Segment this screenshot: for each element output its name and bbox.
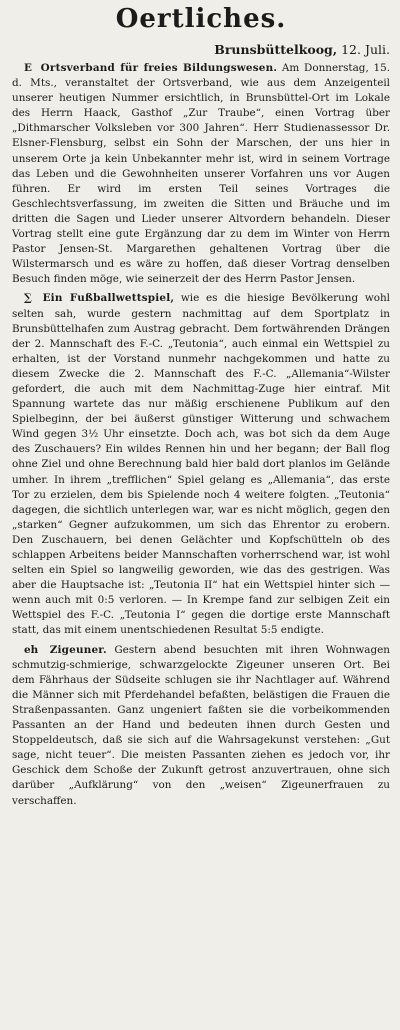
dateline-date: 12. Juli. xyxy=(341,42,390,57)
article-marker: eh xyxy=(24,643,39,656)
article-zigeuner xyxy=(12,643,390,809)
dateline-place: Brunsbüttelkoog, xyxy=(214,42,338,57)
section-title: Oertliches. xyxy=(115,4,287,34)
article-headline: Ein Fußballwettspiel, xyxy=(42,292,175,305)
article-body: Gestern abend besuchten mit ihren Wohnwagen schmutzig-schmierige, schwarzgelockte Zigeuner unseren Ort. Bei dem Fährhaus der Südseite schlugen sie ihr Nachtlager auf. Während die Männer sich mit Pferdehandel befaßten, belästigen die Frauen die Straßenpassanten. Ganz ungeniert faßten sie die vorbeikommenden Passanten an der Hand und bedeuten ihnen durch Gesten und Stoppeldeutsch, daß sie sich auf die Wahrsagekunst verstehen: „Gut sage, nicht teuer“. Die meisten Passanten ziehen es jedoch vor, ihr Geschick dem Schoße der Zukunft getrost anzuvertrauen, ohne sich darüber „Aufklärung“ von den „weisen“ Zigeunerfrauen zu verschaffen. xyxy=(12,643,390,807)
article-marker: ∑ xyxy=(24,292,32,305)
article-marker: E xyxy=(24,62,32,74)
article-body: Am Donnerstag, 15. d. Mts., veranstaltet der Ortsverband, wie aus dem Anzeigenteil unserer heutigen Nummer ersichtlich, in Brunsbüttel-Ort im Lokale des Herrn Haack, Gasthof „Zur Traube“, einen Vortrag über „Dithmarscher Volksleben vor 300 Jahren“. Herr Studienassessor Dr. Elsner-Flensburg, selbst ein Sohn der Marschen, der uns hier in unserem Orte ja kein Unbekannter mehr ist, wird in seinem Vortrage das Leben und die Gewohnheiten unserer Vorfahren uns vor Augen führen. Er wird im ersten Teil seines Vortrages die Geschlechtsverfassung, im zweiten die Sitten und Bräuche und im dritten die Sagen und Lieder unserer Altvordern behandeln. Dieser Vortrag stellt eine gute Ergänzung dar zu dem im Winter von Herrn Pastor Jensen-St. Margarethen gehaltenen Vortrag über die Wilstermarsch und es wäre zu hoffen, daß dieser Vortrag denselben Besuch finden möge, wie seinerzeit der des Herrn Pastor Jensen. xyxy=(12,62,391,286)
article-headline: Ortsverband für freies Bildungswesen. xyxy=(40,62,278,74)
article-bildungswesen xyxy=(12,61,390,287)
article-fussballwettspiel xyxy=(12,291,390,638)
dateline xyxy=(12,42,390,57)
article-body: wie es die hiesige Bevölkerung wohl selten sah, wurde gestern nachmittag auf dem Sportplatz in Brunsbüttelhafen zum Austrag gebracht. Dem fortwährenden Drängen der 2. Mannschaft des F.-C. „Teutonia“, auch einmal ein Wettspiel zu erhalten, ist der Vorstand nunmehr nachgekommen und hatte zu diesem Zwecke die 2. Mannschaft des F.-C. „Allemania“-Wilster gefordert, die auch mit dem Nachmittag-Zuge hier eintraf. Mit Spannung wartete das nur mäßig erschienene Publikum auf den Spielbeginn, der bei äußerst günstiger Witterung und schwachem Wind gegen 3½ Uhr einsetzte. Doch ach, was bot sich da dem Auge des Zuschauers? Ein wildes Rennen hin und her begann; der Ball flog ohne Ziel und ohne Berechnung bald hier bald dort planlos im Gelände umher. In ihrem „trefflichen“ Spiel gelang es „Allemania“, das erste Tor zu erzielen, dem bis Spielende noch 4 weitere folgten. „Teutonia“ dagegen, die sichtlich unterlegen war, war es nicht möglich, gegen den „starken“ Gegner aufzukommen, um sich das Ehrentor zu erobern. Den Zuschauern, bei denen Gelächter und Kopfschütteln ob des schlappen Arbeitens beider Mannschaften vorherrschend war, ist wohl selten ein Spiel so langweilig geworden, wie das des gestrigen. Was aber die Hauptsache ist: „Teutonia II“ hat ein Wettspiel hinter sich — wenn auch mit 0:5 verloren. — In Krempe fand zur selbigen Zeit ein Wettspiel des F.-C. „Teutonia I“ gegen die dortige erste Mannschaft statt, das mit einem unentschiedenen Resultat 5:5 endigte. xyxy=(12,292,390,637)
article-headline: Zigeuner. xyxy=(49,643,107,656)
